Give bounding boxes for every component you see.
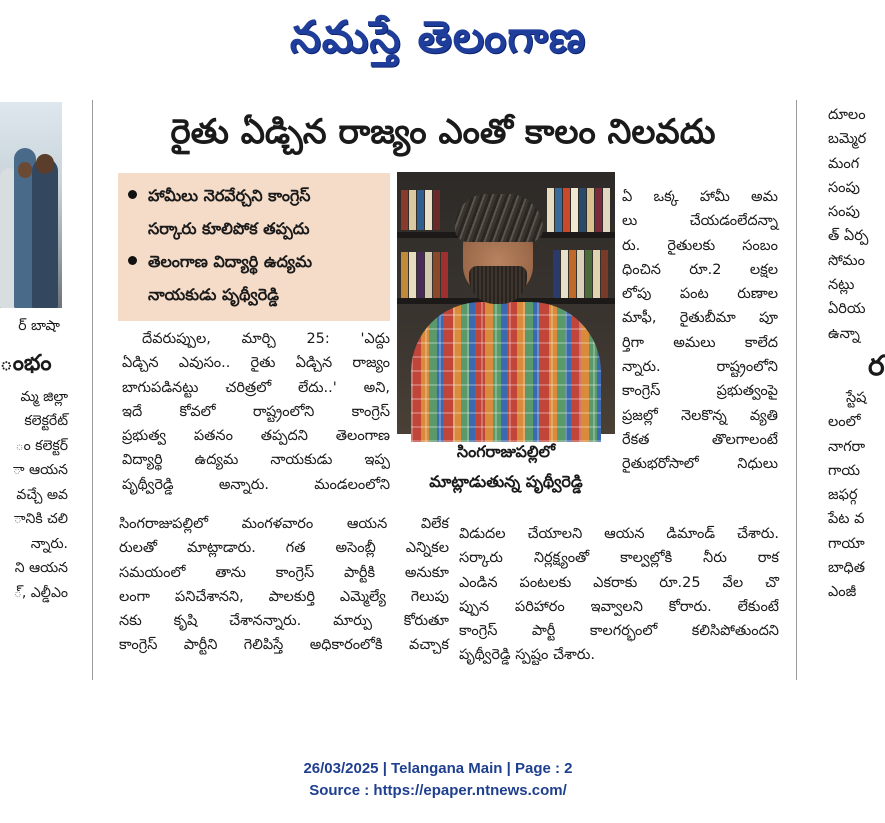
body-line: కాంగ్రెస్ పార్టీ కాలగర్భంలో కలిసిపోతుందని (459, 623, 779, 640)
body-line: పృథ్వీరెడ్డి అన్నారు. మండలంలోని (122, 476, 390, 493)
body-line: న్నారు. రాష్ట్రంలోని (622, 359, 778, 376)
body-line: విద్యార్థి ఉద్యమ నాయకుడు ఇప్ప (122, 452, 390, 469)
right-article-line: బమ్మెర (828, 131, 867, 148)
left-article-headline: ంభం (0, 350, 52, 376)
left-article-line: మ్మ జిల్లా (20, 388, 68, 405)
bullet-icon (128, 256, 137, 265)
body-line: కాంగ్రెస్ పార్టీని గెలిపిస్తే అధికారంలోకి వచ్చాక (119, 637, 449, 654)
body-line: సింగరాజుపల్లిలో మంగళవారం ఆయన విలేక (119, 516, 449, 532)
page-footer (0, 758, 876, 802)
right-article-text (806, 103, 885, 683)
body-line: విడుదల చేయాలని ఆయన డిమాండ్ చేశారు. (459, 526, 779, 542)
photo-caption-line: సింగరాజుపల్లిలో (456, 442, 556, 461)
article-body-right-lower (459, 522, 779, 668)
article-headline: రైతు ఏడ్చిన రాజ్యం ఎంతో కాలం నిలవదు (170, 112, 716, 152)
body-line: సర్కారు నిర్లక్ష్యంతో కాల్వల్లోకి నీరు రాక (459, 550, 779, 567)
photo-caption-line: మాట్లాడుతున్న పృథ్వీరెడ్డి (429, 472, 583, 491)
left-article-line: ం కలెక్టర్ (15, 437, 68, 454)
left-article-line: న్నారు. (30, 535, 68, 552)
right-article-line: బాధిత (828, 560, 866, 577)
highlight-line: తెలంగాణ విద్యార్థి ఉద్యమ (148, 252, 313, 271)
footer-date-edition: 26/03/2025 | Telangana Main | Page : 2 (303, 760, 573, 777)
right-article-line: సంపు (828, 179, 861, 196)
body-line: లు చేయడంలేదన్నా (622, 213, 778, 230)
highlight-line: నాయకుడు పృథ్వీరెడ్డి (148, 285, 280, 304)
highlight-line: సర్కారు కూలిపోక తప్పదు (148, 219, 310, 238)
column-divider-left (92, 100, 93, 680)
right-article-line: స్టేష (846, 389, 867, 406)
right-article-line: ఉన్నా (828, 325, 860, 342)
body-line: ధించిన రూ.2 లక్షల (622, 261, 778, 278)
photo-caption (400, 437, 612, 501)
left-article-line: ా ఆయన (12, 462, 68, 478)
right-article-line: దూలం (828, 107, 866, 123)
article-body-left (122, 327, 390, 497)
right-article-line: నట్లు (828, 277, 855, 294)
right-article-line: మంగ (828, 155, 860, 172)
body-line: లోపు పంట రుణాల (622, 286, 778, 303)
right-article-line: ఎంజీ (828, 584, 857, 601)
person-hair (455, 194, 543, 242)
right-article-line: సంపు (828, 204, 861, 221)
body-line: ర్తిగా అమలు కాలేద (622, 334, 778, 351)
right-article-line: ఏరియ (828, 301, 866, 318)
body-line: మాఫీ, రైతుబీమా పూ (622, 310, 778, 327)
right-article-line: గాయ (828, 462, 861, 479)
body-line: బాగుపడినట్టు చరిత్రలో లేదు..' అని, (122, 379, 390, 396)
body-line: కాంగ్రెస్ ప్రభుత్వంపై (622, 383, 778, 400)
right-article-line: గాయా (828, 535, 865, 552)
body-line: ఎండిన పంటలకు ఎకరాకు రూ.25 వేల చొ (459, 574, 779, 591)
right-article-subhead: ర (868, 348, 885, 382)
person-shirt (411, 302, 601, 442)
right-article-line: జఫర్గ (828, 487, 858, 504)
right-article-line: పేట వ (828, 511, 865, 528)
bullet-icon (128, 190, 137, 199)
body-line: ఇదే కోవలో రాష్ట్రంలోని కాంగ్రెస్ (122, 403, 390, 420)
right-article-line: త్ ఏర్ప (828, 228, 869, 245)
highlight-item (126, 179, 384, 245)
right-article-line: నాగరా (828, 438, 866, 455)
body-line: రైతుభరోసాలో నిధులు (622, 456, 778, 473)
highlight-line: హామీలు నెరవేర్చని కాంగ్రెస్ (148, 186, 311, 205)
article-photo (397, 172, 615, 434)
right-article-line: లంలో (828, 414, 861, 431)
left-article-text (0, 314, 68, 674)
body-line: నకు కృషి చేశానన్నారు. మార్పు కోరుతూ (119, 613, 449, 630)
body-line: ఏడ్చిన ఎవుసం.. రైతు ఏడ్చిన రాజ్యం (122, 355, 390, 372)
footer-source-link[interactable]: Source : https://epaper.ntnews.com/ (309, 782, 567, 799)
highlight-item (126, 245, 384, 311)
left-article-line: కలెక్టరేట్ (24, 413, 68, 429)
left-article-line: ్, ఎల్డీఎం (13, 584, 68, 601)
body-line: ఏ ఒక్క హామీ అమ (622, 189, 778, 205)
article-body-bottom-left (119, 512, 449, 658)
body-line: ప్పున పరిహారం ఇవ్వాలని కోరారు. లేకుంటే (459, 598, 779, 615)
body-line: రు. రైతులకు సంబం (622, 237, 778, 254)
body-line: రులతో మాట్లాడారు. గత అసెంబ్లీ ఎన్నికల (119, 540, 449, 557)
body-line: లంగా పనిచేశానని, పాలకుర్తి ఎమ్మెల్యే గెలుపు (119, 588, 449, 605)
left-article-line: వచ్చే అవ (16, 486, 68, 503)
right-article-line: సోమం (828, 252, 866, 269)
left-article-photo (0, 102, 62, 308)
body-line: దేవరుప్పుల, మార్చి 25: 'ఎద్దు (142, 331, 390, 347)
body-line: సమయంలో తాను కాంగ్రెస్ పార్టీకి అనుకూ (119, 564, 449, 581)
left-article-line: ానికి చలి (13, 511, 68, 527)
body-line: పృథ్వీరెడ్డి స్పష్టం చేశారు. (459, 647, 596, 664)
highlights-box (118, 173, 390, 321)
column-divider-right (796, 100, 797, 680)
article-body-right-upper (622, 185, 778, 477)
body-line: ప్రభుత్వ పతనం తప్పదని తెలంగాణ (122, 428, 390, 445)
body-line: ప్రజల్లో నెలకొన్న వ్యతి (622, 407, 778, 424)
masthead-logo: నమస్తే తెలంగాణ (289, 12, 587, 63)
body-line: రేకత తొలగాలంటే (622, 431, 778, 448)
left-photo-caption: ర్ బాషా (18, 318, 60, 334)
left-article-line: ని ఆయన (14, 560, 68, 576)
